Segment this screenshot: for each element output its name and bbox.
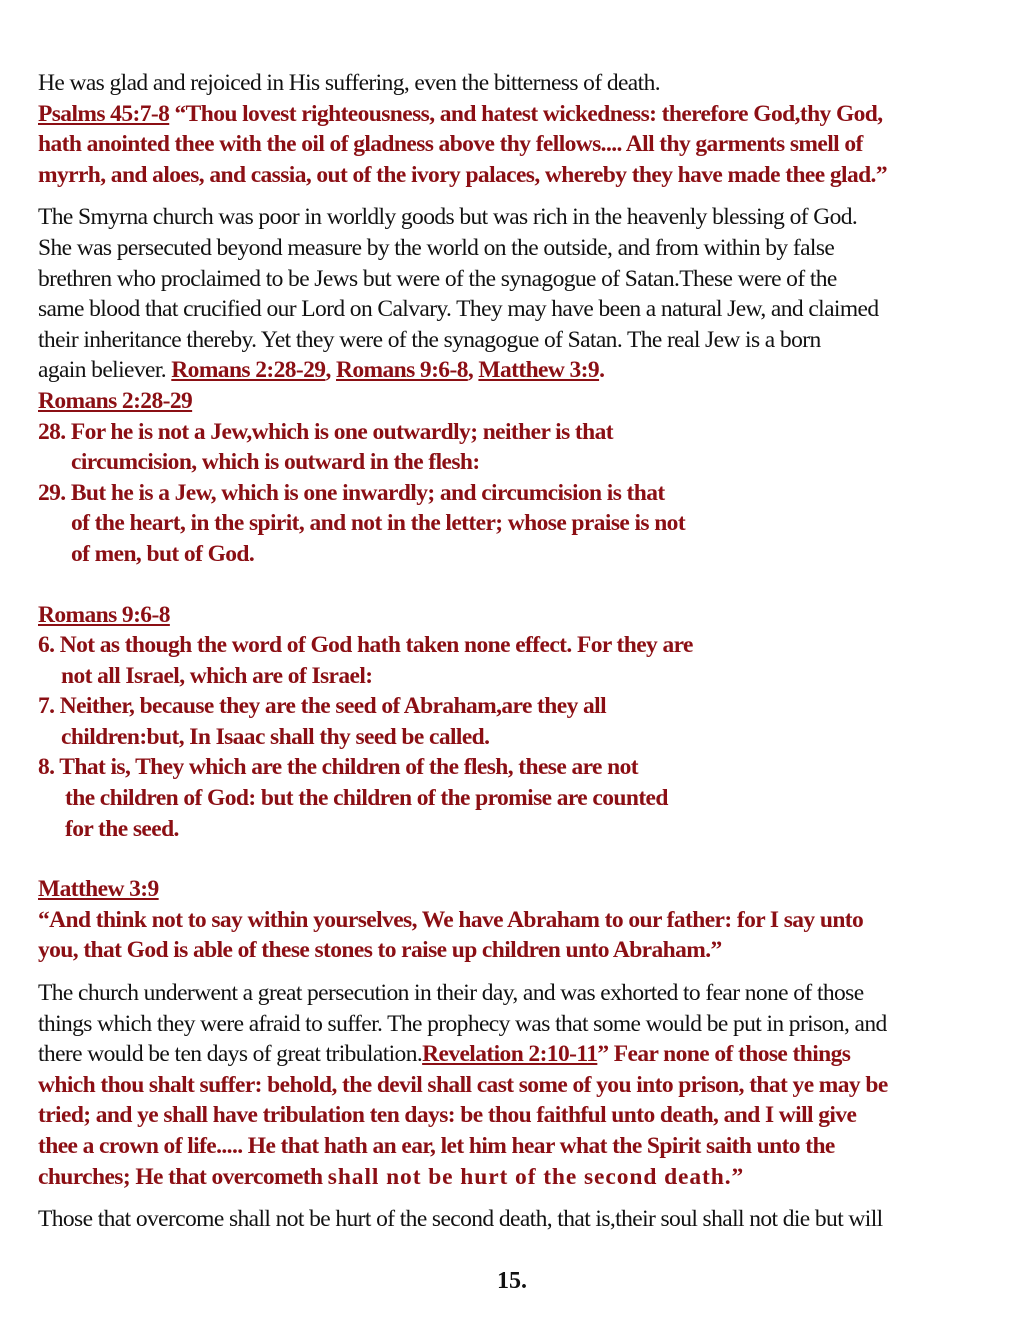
page-number: 15.: [497, 1268, 527, 1294]
body-line: She was persecuted beyond measure by the world on the outside, and from within by false: [38, 234, 835, 261]
body-line: [38, 355, 988, 386]
separator: ,: [325, 357, 336, 384]
document-page: [38, 68, 988, 1235]
verse-line: 7. Neither, because they are the seed of Abraham,are they all: [38, 693, 607, 720]
matthew-reference-link[interactable]: Matthew 3:9: [478, 357, 600, 384]
matthew-heading[interactable]: Matthew 3:9: [38, 876, 159, 903]
body-line: [38, 1039, 988, 1070]
body-line: their inheritance thereby. Yet they were of the synagogue of Satan. The real Jew is a born: [38, 326, 821, 353]
verse-line: children:but, In Isaac shall thy seed be called.: [61, 723, 490, 750]
body-line: brethren who proclaimed to be Jews but were of the synagogue of Satan.These were of the: [38, 265, 837, 292]
revelation-reference-link[interactable]: Revelation 2:10-11: [422, 1041, 598, 1068]
body-line: The church underwent a great persecution in their day, and was exhorted to fear none of those: [38, 980, 864, 1007]
verse-line: of men, but of God.: [71, 540, 255, 567]
scripture-text: churches; He that overcometh: [38, 1163, 328, 1190]
romans-9-reference-link[interactable]: Romans 9:6-8: [336, 357, 468, 384]
scripture-line: [38, 99, 988, 130]
body-line: same blood that crucified our Lord on Calvary. They may have been a natural Jew, and claimed: [38, 296, 879, 323]
verse-line: 6. Not as though the word of God hath taken none effect. For they are: [38, 632, 693, 659]
psalms-reference-link[interactable]: Psalms 45:7-8: [38, 100, 170, 127]
scripture-text: ” Fear none of those things: [597, 1041, 851, 1068]
romans-9-heading[interactable]: Romans 9:6-8: [38, 601, 170, 628]
separator: .: [599, 357, 605, 384]
paragraph-persecution: [38, 978, 988, 1192]
body-line: things which they were afraid to suffer. The prophecy was that some would be put in prison, and: [38, 1010, 887, 1037]
verse-line: you, that God is able of these stones to raise up children unto Abraham.”: [38, 937, 722, 964]
verse-line: circumcision, which is outward in the flesh:: [71, 449, 480, 476]
verse-line: of the heart, in the spirit, and not in the letter; whose praise is not: [71, 510, 686, 537]
scripture-text: shall not be hurt of the second death.”: [327, 1163, 745, 1190]
scripture-line: tried; and ye shall have tribulation ten days: be thou faithful unto death, and I will give: [38, 1102, 857, 1129]
paragraph-psalms: [38, 68, 988, 190]
body-line: Those that overcome shall not be hurt of the second death, that is,their soul shall not die but will: [38, 1206, 883, 1233]
scripture-line: myrrh, and aloes, and cassia, out of the ivory palaces, whereby they have made thee glad.”: [38, 161, 887, 188]
matthew-passage: [38, 874, 988, 966]
body-text: there would be ten days of great tribulation.: [38, 1041, 423, 1068]
verse-line: 8. That is, They which are the children of the flesh, these are not: [38, 754, 638, 781]
body-line: The Smyrna church was poor in worldly goods but was rich in the heavenly blessing of God.: [38, 204, 858, 231]
romans-2-heading[interactable]: Romans 2:28-29: [38, 387, 193, 414]
body-line: He was glad and rejoiced in His suffering, even the bitterness of death.: [38, 70, 660, 96]
romans-2-reference-link[interactable]: Romans 2:28-29: [171, 357, 326, 384]
verse-line: for the seed.: [65, 815, 179, 842]
paragraph-smyrna: [38, 202, 988, 386]
verse-line: not all Israel, which are of Israel:: [61, 662, 373, 689]
scripture-line: which thou shalt suffer: behold, the devil shall cast some of you into prison, that ye may be: [38, 1071, 888, 1098]
verse-line: the children of God: but the children of the promise are counted: [65, 785, 668, 812]
scripture-line: hath anointed thee with the oil of gladness above thy fellows.... All thy garments smell of: [38, 131, 863, 158]
separator: ,: [467, 357, 479, 384]
scripture-text: “Thou lovest righteousness, and hatest wickedness: therefore God,thy God,: [169, 100, 883, 127]
verse-line: 28. For he is not a Jew,which is one outwardly; neither is that: [38, 418, 613, 445]
romans-2-passage: [38, 386, 988, 570]
scripture-line: [38, 1162, 988, 1193]
verse-line: “And think not to say within yourselves, We have Abraham to our father: for I say unto: [38, 906, 864, 933]
verse-line: 29. But he is a Jew, which is one inwardly; and circumcision is that: [38, 479, 665, 506]
paragraph-overcome: [38, 1204, 988, 1235]
body-text: again believer.: [38, 357, 172, 384]
romans-9-passage: [38, 600, 988, 845]
scripture-line: thee a crown of life..... He that hath an ear, let him hear what the Spirit saith unto the: [38, 1133, 835, 1159]
